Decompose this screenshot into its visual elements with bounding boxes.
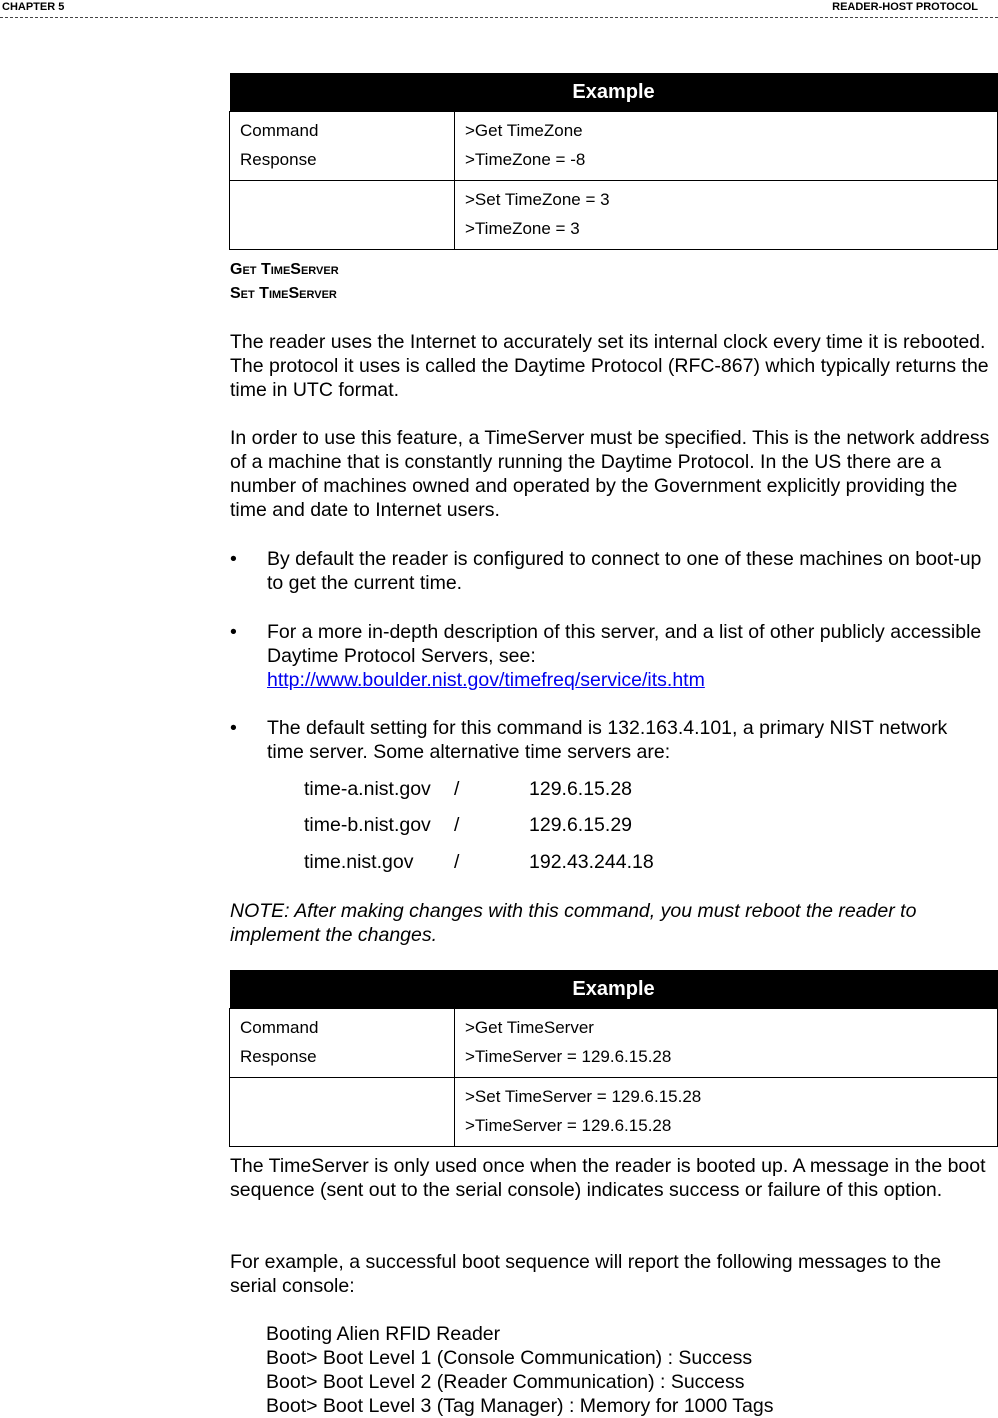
bullet-icon: • [230,717,237,739]
server-separator: / [454,851,460,873]
server-ip: 192.43.244.18 [529,851,654,873]
value-cell [455,1009,998,1078]
note-text: NOTE: After making changes with this command, you must reboot the reader to implement the changes. [230,900,917,946]
section-label: READER-HOST PROTOCOL [832,1,978,13]
value-cell [455,1078,998,1147]
command-value: >Get TimeServer [465,1018,594,1037]
example-table-timezone [229,73,998,250]
value-cell [455,181,998,250]
response-value: >TimeZone = 3 [465,219,580,238]
paragraph: In order to use this feature, a TimeServer must be specified. This is the network address of a machine that is constantly running the Daytime Protocol. In the US there are a number of machines owned and operated by the Government explicitly providing the time and date to Internet users. [230,427,990,521]
example-title: Example [230,970,998,1009]
chapter-label: CHAPTER 5 [2,1,65,13]
boot-line: Boot> Boot Level 1 (Console Communication) : Success [266,1347,753,1369]
list-item-text: By default the reader is configured to connect to one of these machines on boot-up to get the current time. [267,548,982,594]
section-heading-set: Set TimeServer [230,285,337,302]
paragraph: For example, a successful boot sequence will report the following messages to the serial console: [230,1251,942,1297]
response-label: Response [240,150,317,169]
page-header [0,0,998,18]
table-row [230,1009,998,1078]
server-name: time-a.nist.gov [304,778,431,800]
command-value: >Get TimeZone [465,121,583,140]
boot-line: Boot> Boot Level 2 (Reader Communication) : Success [266,1371,745,1393]
server-name: time-b.nist.gov [304,814,431,836]
label-cell [230,1009,455,1078]
response-value: >TimeServer = 129.6.15.28 [465,1047,672,1066]
command-value: >Set TimeServer = 129.6.15.28 [465,1087,702,1106]
server-name: time.nist.gov [304,851,414,873]
list-item-text-body: For a more in-depth description of this server, and a list of other publicly accessible Daytime Protocol Servers, see: [267,621,982,667]
boot-line: Boot> Boot Level 3 (Tag Manager) : Memory for 1000 Tags [266,1395,774,1417]
nist-link[interactable]: http://www.boulder.nist.gov/timefreq/service/its.htm [267,669,705,691]
bullet-icon: • [230,621,237,643]
section-heading-get: Get TimeServer [230,261,339,278]
command-value: >Set TimeZone = 3 [465,190,610,209]
example-title: Example [230,73,998,112]
command-label: Command [240,1018,319,1037]
server-separator: / [454,778,460,800]
response-label: Response [240,1047,317,1066]
value-cell [455,112,998,181]
paragraph: The TimeServer is only used once when the reader is booted up. A message in the boot sequence (sent out to the serial console) indicates success or failure of this option. [230,1155,986,1201]
response-value: >TimeServer = 129.6.15.28 [465,1116,672,1135]
paragraph: The reader uses the Internet to accurately set its internal clock every time it is rebooted. The protocol it uses is called the Daytime Protocol (RFC-867) which typically returns the time in UTC format. [230,331,989,401]
label-cell [230,1078,455,1147]
label-cell [230,112,455,181]
list-item-text: The default setting for this command is 132.163.4.101, a primary NIST network time server. Some alternative time servers are: [267,717,948,763]
boot-line: Booting Alien RFID Reader [266,1323,501,1345]
command-label: Command [240,121,319,140]
server-ip: 129.6.15.28 [529,778,633,800]
server-ip: 129.6.15.29 [529,814,633,836]
table-row [230,112,998,181]
server-separator: / [454,814,460,836]
example-table-timeserver [229,970,998,1147]
bullet-icon: • [230,548,237,570]
list-item-text [267,620,987,692]
label-cell [230,181,455,250]
response-value: >TimeZone = -8 [465,150,586,169]
table-row [230,181,998,250]
table-row [230,1078,998,1147]
